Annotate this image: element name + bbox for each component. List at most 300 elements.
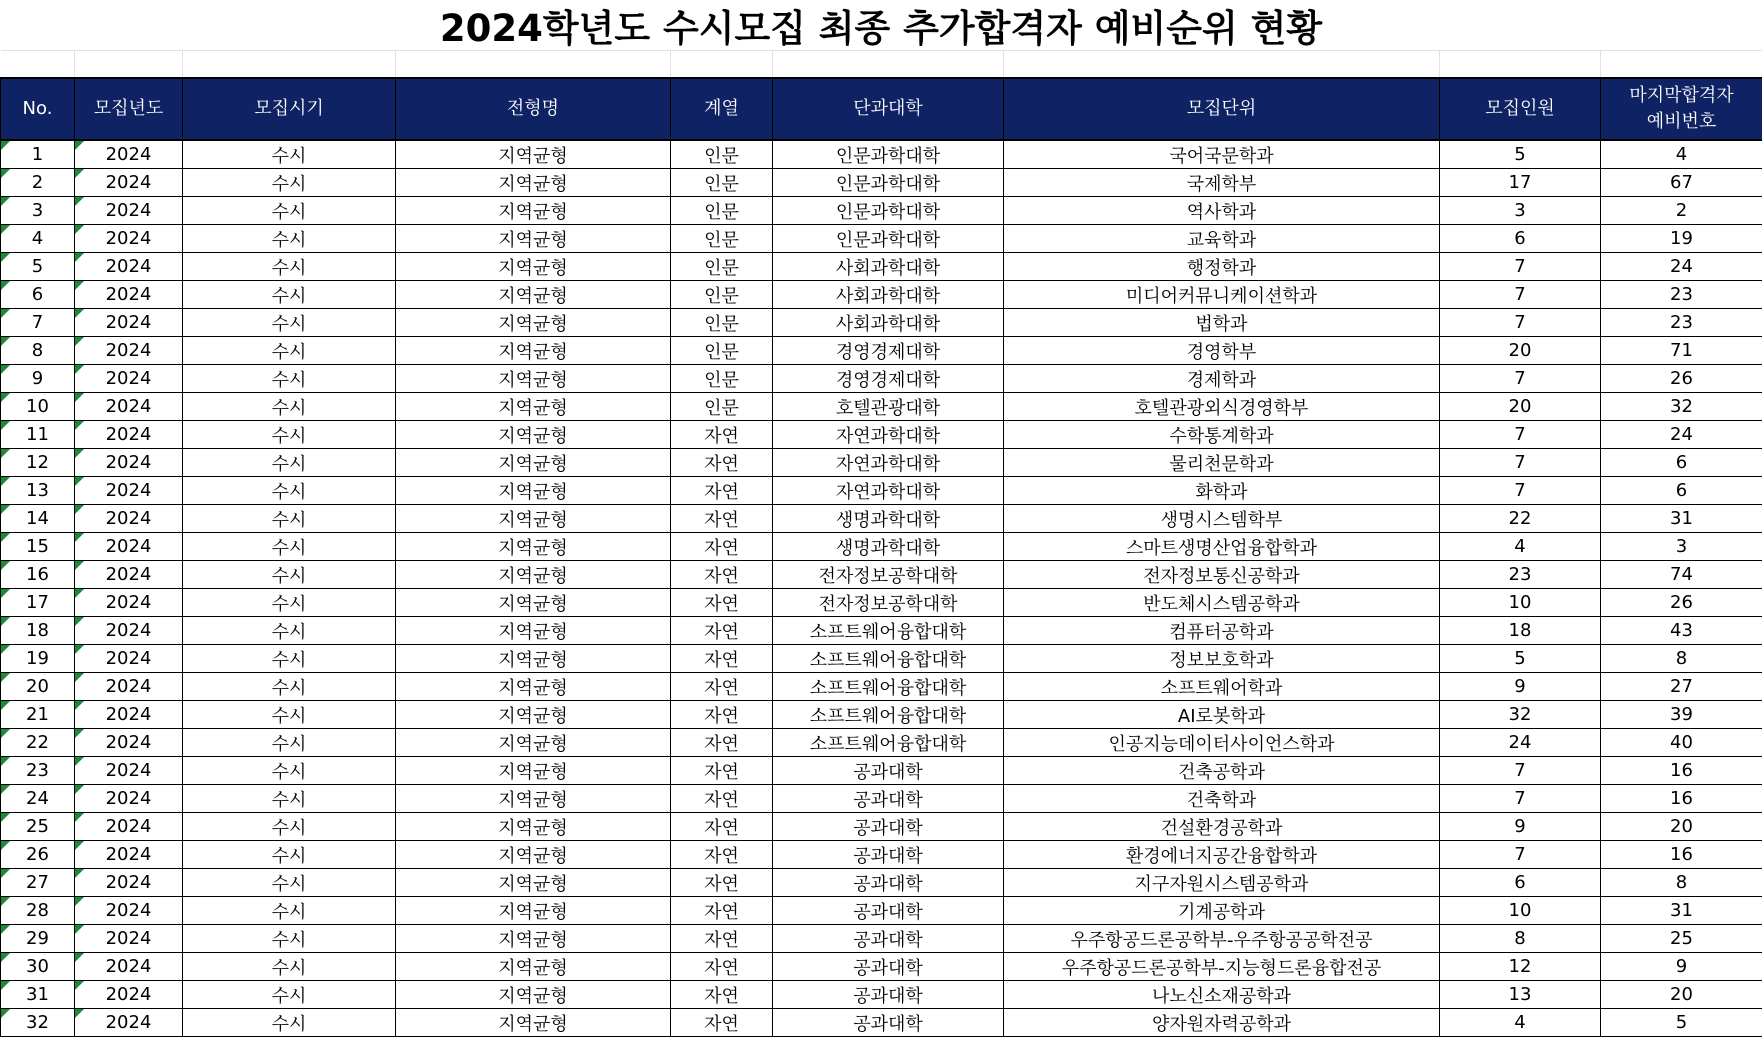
cell-no[interactable]: 31 (1, 981, 75, 1009)
cell-unit[interactable]: 전자정보통신공학과 (1004, 561, 1440, 589)
cell-college[interactable]: 자연과학대학 (773, 477, 1004, 505)
cell-period[interactable]: 수시 (183, 421, 396, 449)
cell-unit[interactable]: 물리천문학과 (1004, 449, 1440, 477)
blank-cell[interactable] (396, 51, 671, 79)
cell-last-reserve[interactable]: 16 (1601, 841, 1762, 869)
cell-period[interactable]: 수시 (183, 701, 396, 729)
cell-college[interactable]: 소프트웨어융합대학 (773, 729, 1004, 757)
cell-last-reserve[interactable]: 40 (1601, 729, 1762, 757)
header-quota[interactable]: 모집인원 (1440, 78, 1601, 140)
cell-track[interactable]: 지역균형 (396, 421, 671, 449)
cell-period[interactable]: 수시 (183, 813, 396, 841)
cell-field[interactable]: 자연 (671, 673, 773, 701)
cell-year[interactable]: 2024 (75, 365, 183, 393)
blank-cell[interactable] (1004, 51, 1440, 79)
cell-field[interactable]: 자연 (671, 533, 773, 561)
cell-no[interactable]: 20 (1, 673, 75, 701)
cell-period[interactable]: 수시 (183, 505, 396, 533)
cell-unit[interactable]: 소프트웨어학과 (1004, 673, 1440, 701)
cell-period[interactable]: 수시 (183, 729, 396, 757)
cell-quota[interactable]: 17 (1440, 169, 1601, 197)
cell-last-reserve[interactable]: 43 (1601, 617, 1762, 645)
cell-year[interactable]: 2024 (75, 925, 183, 953)
cell-period[interactable]: 수시 (183, 673, 396, 701)
cell-track[interactable]: 지역균형 (396, 617, 671, 645)
cell-year[interactable]: 2024 (75, 393, 183, 421)
blank-cell[interactable] (183, 51, 396, 79)
cell-field[interactable]: 인문 (671, 309, 773, 337)
cell-college[interactable]: 공과대학 (773, 925, 1004, 953)
cell-last-reserve[interactable]: 26 (1601, 589, 1762, 617)
cell-no[interactable]: 19 (1, 645, 75, 673)
cell-last-reserve[interactable]: 3 (1601, 533, 1762, 561)
cell-unit[interactable]: 지구자원시스템공학과 (1004, 869, 1440, 897)
cell-field[interactable]: 자연 (671, 1009, 773, 1037)
cell-year[interactable]: 2024 (75, 673, 183, 701)
cell-quota[interactable]: 32 (1440, 701, 1601, 729)
cell-period[interactable]: 수시 (183, 869, 396, 897)
cell-quota[interactable]: 7 (1440, 253, 1601, 281)
cell-last-reserve[interactable]: 9 (1601, 953, 1762, 981)
cell-unit[interactable]: 컴퓨터공학과 (1004, 617, 1440, 645)
cell-quota[interactable]: 7 (1440, 449, 1601, 477)
cell-no[interactable]: 27 (1, 869, 75, 897)
cell-unit[interactable]: 법학과 (1004, 309, 1440, 337)
cell-track[interactable]: 지역균형 (396, 309, 671, 337)
cell-year[interactable]: 2024 (75, 617, 183, 645)
cell-last-reserve[interactable]: 67 (1601, 169, 1762, 197)
cell-field[interactable]: 자연 (671, 729, 773, 757)
cell-unit[interactable]: 양자원자력공학과 (1004, 1009, 1440, 1037)
cell-last-reserve[interactable]: 6 (1601, 477, 1762, 505)
cell-no[interactable]: 1 (1, 140, 75, 169)
cell-college[interactable]: 공과대학 (773, 813, 1004, 841)
cell-quota[interactable]: 23 (1440, 561, 1601, 589)
cell-track[interactable]: 지역균형 (396, 281, 671, 309)
cell-track[interactable]: 지역균형 (396, 869, 671, 897)
cell-track[interactable]: 지역균형 (396, 393, 671, 421)
cell-field[interactable]: 인문 (671, 365, 773, 393)
cell-unit[interactable]: 행정학과 (1004, 253, 1440, 281)
cell-period[interactable]: 수시 (183, 225, 396, 253)
cell-field[interactable]: 자연 (671, 869, 773, 897)
cell-field[interactable]: 자연 (671, 617, 773, 645)
cell-field[interactable]: 자연 (671, 645, 773, 673)
cell-year[interactable]: 2024 (75, 281, 183, 309)
cell-unit[interactable]: 역사학과 (1004, 197, 1440, 225)
cell-quota[interactable]: 7 (1440, 757, 1601, 785)
cell-track[interactable]: 지역균형 (396, 701, 671, 729)
cell-quota[interactable]: 7 (1440, 365, 1601, 393)
cell-no[interactable]: 18 (1, 617, 75, 645)
cell-college[interactable]: 호텔관광대학 (773, 393, 1004, 421)
cell-quota[interactable]: 9 (1440, 813, 1601, 841)
cell-unit[interactable]: 교육학과 (1004, 225, 1440, 253)
cell-track[interactable]: 지역균형 (396, 953, 671, 981)
cell-year[interactable]: 2024 (75, 561, 183, 589)
cell-last-reserve[interactable]: 25 (1601, 925, 1762, 953)
cell-period[interactable]: 수시 (183, 169, 396, 197)
cell-year[interactable]: 2024 (75, 505, 183, 533)
cell-college[interactable]: 인문과학대학 (773, 197, 1004, 225)
cell-field[interactable]: 인문 (671, 281, 773, 309)
cell-period[interactable]: 수시 (183, 393, 396, 421)
cell-year[interactable]: 2024 (75, 953, 183, 981)
cell-period[interactable]: 수시 (183, 1009, 396, 1037)
cell-quota[interactable]: 7 (1440, 309, 1601, 337)
cell-year[interactable]: 2024 (75, 981, 183, 1009)
cell-college[interactable]: 자연과학대학 (773, 449, 1004, 477)
blank-cell[interactable] (75, 51, 183, 79)
header-year[interactable]: 모집년도 (75, 78, 183, 140)
cell-quota[interactable]: 12 (1440, 953, 1601, 981)
cell-no[interactable]: 23 (1, 757, 75, 785)
cell-field[interactable]: 자연 (671, 953, 773, 981)
cell-track[interactable]: 지역균형 (396, 589, 671, 617)
cell-track[interactable]: 지역균형 (396, 981, 671, 1009)
cell-year[interactable]: 2024 (75, 813, 183, 841)
cell-quota[interactable]: 7 (1440, 841, 1601, 869)
cell-college[interactable]: 전자정보공학대학 (773, 589, 1004, 617)
cell-no[interactable]: 28 (1, 897, 75, 925)
cell-year[interactable]: 2024 (75, 337, 183, 365)
cell-track[interactable]: 지역균형 (396, 925, 671, 953)
cell-unit[interactable]: 수학통계학과 (1004, 421, 1440, 449)
header-track[interactable]: 전형명 (396, 78, 671, 140)
cell-unit[interactable]: 경제학과 (1004, 365, 1440, 393)
cell-year[interactable]: 2024 (75, 449, 183, 477)
cell-no[interactable]: 14 (1, 505, 75, 533)
cell-quota[interactable]: 3 (1440, 197, 1601, 225)
cell-college[interactable]: 인문과학대학 (773, 225, 1004, 253)
blank-cell[interactable] (1440, 51, 1601, 79)
cell-last-reserve[interactable]: 23 (1601, 281, 1762, 309)
cell-year[interactable]: 2024 (75, 1009, 183, 1037)
cell-unit[interactable]: 호텔관광외식경영학부 (1004, 393, 1440, 421)
cell-quota[interactable]: 4 (1440, 533, 1601, 561)
cell-no[interactable]: 22 (1, 729, 75, 757)
cell-period[interactable]: 수시 (183, 617, 396, 645)
cell-period[interactable]: 수시 (183, 449, 396, 477)
cell-college[interactable]: 공과대학 (773, 897, 1004, 925)
cell-college[interactable]: 전자정보공학대학 (773, 561, 1004, 589)
header-field[interactable]: 계열 (671, 78, 773, 140)
cell-unit[interactable]: 미디어커뮤니케이션학과 (1004, 281, 1440, 309)
blank-cell[interactable] (773, 51, 1004, 79)
cell-field[interactable]: 인문 (671, 225, 773, 253)
cell-last-reserve[interactable]: 20 (1601, 981, 1762, 1009)
cell-unit[interactable]: 생명시스템학부 (1004, 505, 1440, 533)
cell-no[interactable]: 8 (1, 337, 75, 365)
cell-college[interactable]: 소프트웨어융합대학 (773, 645, 1004, 673)
cell-last-reserve[interactable]: 5 (1601, 1009, 1762, 1037)
cell-quota[interactable]: 6 (1440, 225, 1601, 253)
cell-field[interactable]: 자연 (671, 925, 773, 953)
cell-year[interactable]: 2024 (75, 869, 183, 897)
header-period[interactable]: 모집시기 (183, 78, 396, 140)
cell-period[interactable]: 수시 (183, 365, 396, 393)
cell-track[interactable]: 지역균형 (396, 140, 671, 169)
cell-quota[interactable]: 7 (1440, 421, 1601, 449)
cell-unit[interactable]: 우주항공드론공학부-우주항공공학전공 (1004, 925, 1440, 953)
cell-quota[interactable]: 24 (1440, 729, 1601, 757)
cell-field[interactable]: 인문 (671, 337, 773, 365)
cell-unit[interactable]: 국제학부 (1004, 169, 1440, 197)
cell-period[interactable]: 수시 (183, 253, 396, 281)
cell-period[interactable]: 수시 (183, 337, 396, 365)
cell-field[interactable]: 자연 (671, 981, 773, 1009)
cell-last-reserve[interactable]: 24 (1601, 253, 1762, 281)
cell-unit[interactable]: 우주항공드론공학부-지능형드론융합전공 (1004, 953, 1440, 981)
cell-unit[interactable]: AI로봇학과 (1004, 701, 1440, 729)
cell-no[interactable]: 30 (1, 953, 75, 981)
cell-college[interactable]: 소프트웨어융합대학 (773, 673, 1004, 701)
cell-unit[interactable]: 정보보호학과 (1004, 645, 1440, 673)
cell-track[interactable]: 지역균형 (396, 505, 671, 533)
cell-college[interactable]: 생명과학대학 (773, 533, 1004, 561)
cell-no[interactable]: 13 (1, 477, 75, 505)
cell-field[interactable]: 자연 (671, 449, 773, 477)
header-last-reserve[interactable] (1601, 78, 1762, 140)
cell-period[interactable]: 수시 (183, 953, 396, 981)
cell-last-reserve[interactable]: 16 (1601, 785, 1762, 813)
cell-unit[interactable]: 건축학과 (1004, 785, 1440, 813)
cell-field[interactable]: 자연 (671, 701, 773, 729)
cell-field[interactable]: 자연 (671, 897, 773, 925)
cell-year[interactable]: 2024 (75, 757, 183, 785)
cell-year[interactable]: 2024 (75, 253, 183, 281)
header-unit[interactable]: 모집단위 (1004, 78, 1440, 140)
cell-track[interactable]: 지역균형 (396, 729, 671, 757)
cell-track[interactable]: 지역균형 (396, 1009, 671, 1037)
cell-field[interactable]: 자연 (671, 785, 773, 813)
cell-unit[interactable]: 환경에너지공간융합학과 (1004, 841, 1440, 869)
cell-no[interactable]: 29 (1, 925, 75, 953)
cell-last-reserve[interactable]: 2 (1601, 197, 1762, 225)
cell-field[interactable]: 자연 (671, 561, 773, 589)
cell-no[interactable]: 6 (1, 281, 75, 309)
cell-college[interactable]: 소프트웨어융합대학 (773, 701, 1004, 729)
cell-field[interactable]: 자연 (671, 421, 773, 449)
cell-college[interactable]: 사회과학대학 (773, 309, 1004, 337)
cell-quota[interactable]: 5 (1440, 140, 1601, 169)
cell-last-reserve[interactable]: 4 (1601, 140, 1762, 169)
cell-unit[interactable]: 나노신소재공학과 (1004, 981, 1440, 1009)
cell-college[interactable]: 사회과학대학 (773, 281, 1004, 309)
cell-unit[interactable]: 건축공학과 (1004, 757, 1440, 785)
cell-quota[interactable]: 13 (1440, 981, 1601, 1009)
cell-last-reserve[interactable]: 24 (1601, 421, 1762, 449)
cell-last-reserve[interactable]: 8 (1601, 645, 1762, 673)
cell-year[interactable]: 2024 (75, 309, 183, 337)
cell-no[interactable]: 4 (1, 225, 75, 253)
cell-period[interactable]: 수시 (183, 589, 396, 617)
cell-field[interactable]: 자연 (671, 757, 773, 785)
cell-unit[interactable]: 인공지능데이터사이언스학과 (1004, 729, 1440, 757)
cell-quota[interactable]: 7 (1440, 281, 1601, 309)
cell-unit[interactable]: 국어국문학과 (1004, 140, 1440, 169)
cell-no[interactable]: 2 (1, 169, 75, 197)
cell-unit[interactable]: 스마트생명산업융합학과 (1004, 533, 1440, 561)
cell-track[interactable]: 지역균형 (396, 533, 671, 561)
blank-cell[interactable] (1601, 51, 1762, 79)
cell-period[interactable]: 수시 (183, 645, 396, 673)
cell-quota[interactable]: 18 (1440, 617, 1601, 645)
blank-cell[interactable] (1, 51, 75, 79)
cell-last-reserve[interactable]: 8 (1601, 869, 1762, 897)
header-no[interactable]: No. (1, 78, 75, 140)
cell-quota[interactable]: 4 (1440, 1009, 1601, 1037)
cell-no[interactable]: 16 (1, 561, 75, 589)
cell-unit[interactable]: 반도체시스템공학과 (1004, 589, 1440, 617)
cell-last-reserve[interactable]: 26 (1601, 365, 1762, 393)
cell-field[interactable]: 자연 (671, 505, 773, 533)
cell-track[interactable]: 지역균형 (396, 253, 671, 281)
cell-last-reserve[interactable]: 23 (1601, 309, 1762, 337)
cell-year[interactable]: 2024 (75, 729, 183, 757)
cell-track[interactable]: 지역균형 (396, 673, 671, 701)
cell-last-reserve[interactable]: 20 (1601, 813, 1762, 841)
cell-no[interactable]: 10 (1, 393, 75, 421)
cell-unit[interactable]: 화학과 (1004, 477, 1440, 505)
cell-quota[interactable]: 10 (1440, 589, 1601, 617)
cell-track[interactable]: 지역균형 (396, 645, 671, 673)
cell-track[interactable]: 지역균형 (396, 813, 671, 841)
cell-field[interactable]: 인문 (671, 140, 773, 169)
cell-track[interactable]: 지역균형 (396, 169, 671, 197)
cell-unit[interactable]: 건설환경공학과 (1004, 813, 1440, 841)
cell-last-reserve[interactable]: 32 (1601, 393, 1762, 421)
cell-quota[interactable]: 9 (1440, 673, 1601, 701)
cell-college[interactable]: 사회과학대학 (773, 253, 1004, 281)
cell-period[interactable]: 수시 (183, 309, 396, 337)
cell-quota[interactable]: 5 (1440, 645, 1601, 673)
cell-period[interactable]: 수시 (183, 841, 396, 869)
cell-period[interactable]: 수시 (183, 925, 396, 953)
cell-no[interactable]: 12 (1, 449, 75, 477)
cell-quota[interactable]: 20 (1440, 337, 1601, 365)
cell-college[interactable]: 자연과학대학 (773, 421, 1004, 449)
cell-no[interactable]: 17 (1, 589, 75, 617)
cell-last-reserve[interactable]: 71 (1601, 337, 1762, 365)
cell-college[interactable]: 인문과학대학 (773, 140, 1004, 169)
cell-track[interactable]: 지역균형 (396, 561, 671, 589)
cell-year[interactable]: 2024 (75, 589, 183, 617)
cell-year[interactable]: 2024 (75, 841, 183, 869)
cell-field[interactable]: 인문 (671, 253, 773, 281)
cell-quota[interactable]: 6 (1440, 869, 1601, 897)
cell-no[interactable]: 9 (1, 365, 75, 393)
cell-last-reserve[interactable]: 31 (1601, 505, 1762, 533)
cell-year[interactable]: 2024 (75, 421, 183, 449)
cell-quota[interactable]: 22 (1440, 505, 1601, 533)
cell-year[interactable]: 2024 (75, 701, 183, 729)
cell-college[interactable]: 공과대학 (773, 757, 1004, 785)
cell-period[interactable]: 수시 (183, 757, 396, 785)
cell-last-reserve[interactable]: 16 (1601, 757, 1762, 785)
cell-quota[interactable]: 7 (1440, 785, 1601, 813)
cell-no[interactable]: 5 (1, 253, 75, 281)
cell-track[interactable]: 지역균형 (396, 897, 671, 925)
header-college[interactable]: 단과대학 (773, 78, 1004, 140)
cell-college[interactable]: 공과대학 (773, 785, 1004, 813)
cell-field[interactable]: 인문 (671, 393, 773, 421)
cell-track[interactable]: 지역균형 (396, 197, 671, 225)
cell-field[interactable]: 인문 (671, 169, 773, 197)
cell-unit[interactable]: 경영학부 (1004, 337, 1440, 365)
cell-last-reserve[interactable]: 19 (1601, 225, 1762, 253)
cell-last-reserve[interactable]: 27 (1601, 673, 1762, 701)
cell-year[interactable]: 2024 (75, 533, 183, 561)
cell-college[interactable]: 소프트웨어융합대학 (773, 617, 1004, 645)
cell-field[interactable]: 자연 (671, 477, 773, 505)
cell-no[interactable]: 25 (1, 813, 75, 841)
cell-year[interactable]: 2024 (75, 225, 183, 253)
cell-college[interactable]: 공과대학 (773, 869, 1004, 897)
cell-no[interactable]: 32 (1, 1009, 75, 1037)
cell-quota[interactable]: 20 (1440, 393, 1601, 421)
cell-period[interactable]: 수시 (183, 197, 396, 225)
cell-field[interactable]: 자연 (671, 841, 773, 869)
cell-track[interactable]: 지역균형 (396, 841, 671, 869)
cell-field[interactable]: 인문 (671, 197, 773, 225)
cell-track[interactable]: 지역균형 (396, 449, 671, 477)
cell-no[interactable]: 3 (1, 197, 75, 225)
cell-college[interactable]: 공과대학 (773, 981, 1004, 1009)
cell-period[interactable]: 수시 (183, 981, 396, 1009)
cell-year[interactable]: 2024 (75, 477, 183, 505)
cell-year[interactable]: 2024 (75, 169, 183, 197)
cell-college[interactable]: 인문과학대학 (773, 169, 1004, 197)
cell-no[interactable]: 26 (1, 841, 75, 869)
blank-cell[interactable] (671, 51, 773, 79)
cell-quota[interactable]: 10 (1440, 897, 1601, 925)
cell-college[interactable]: 경영경제대학 (773, 365, 1004, 393)
cell-field[interactable]: 자연 (671, 589, 773, 617)
cell-year[interactable]: 2024 (75, 140, 183, 169)
cell-college[interactable]: 공과대학 (773, 1009, 1004, 1037)
cell-unit[interactable]: 기계공학과 (1004, 897, 1440, 925)
cell-year[interactable]: 2024 (75, 897, 183, 925)
cell-college[interactable]: 생명과학대학 (773, 505, 1004, 533)
cell-quota[interactable]: 7 (1440, 477, 1601, 505)
cell-last-reserve[interactable]: 74 (1601, 561, 1762, 589)
cell-last-reserve[interactable]: 39 (1601, 701, 1762, 729)
cell-track[interactable]: 지역균형 (396, 785, 671, 813)
cell-period[interactable]: 수시 (183, 561, 396, 589)
cell-no[interactable]: 7 (1, 309, 75, 337)
cell-year[interactable]: 2024 (75, 785, 183, 813)
cell-period[interactable]: 수시 (183, 281, 396, 309)
cell-last-reserve[interactable]: 31 (1601, 897, 1762, 925)
cell-field[interactable]: 자연 (671, 813, 773, 841)
cell-college[interactable]: 공과대학 (773, 841, 1004, 869)
cell-period[interactable]: 수시 (183, 477, 396, 505)
cell-period[interactable]: 수시 (183, 533, 396, 561)
cell-period[interactable]: 수시 (183, 897, 396, 925)
cell-no[interactable]: 24 (1, 785, 75, 813)
cell-track[interactable]: 지역균형 (396, 225, 671, 253)
cell-quota[interactable]: 8 (1440, 925, 1601, 953)
cell-no[interactable]: 21 (1, 701, 75, 729)
cell-college[interactable]: 경영경제대학 (773, 337, 1004, 365)
cell-year[interactable]: 2024 (75, 645, 183, 673)
cell-period[interactable]: 수시 (183, 140, 396, 169)
cell-year[interactable]: 2024 (75, 197, 183, 225)
cell-track[interactable]: 지역균형 (396, 365, 671, 393)
cell-last-reserve[interactable]: 6 (1601, 449, 1762, 477)
cell-period[interactable]: 수시 (183, 785, 396, 813)
